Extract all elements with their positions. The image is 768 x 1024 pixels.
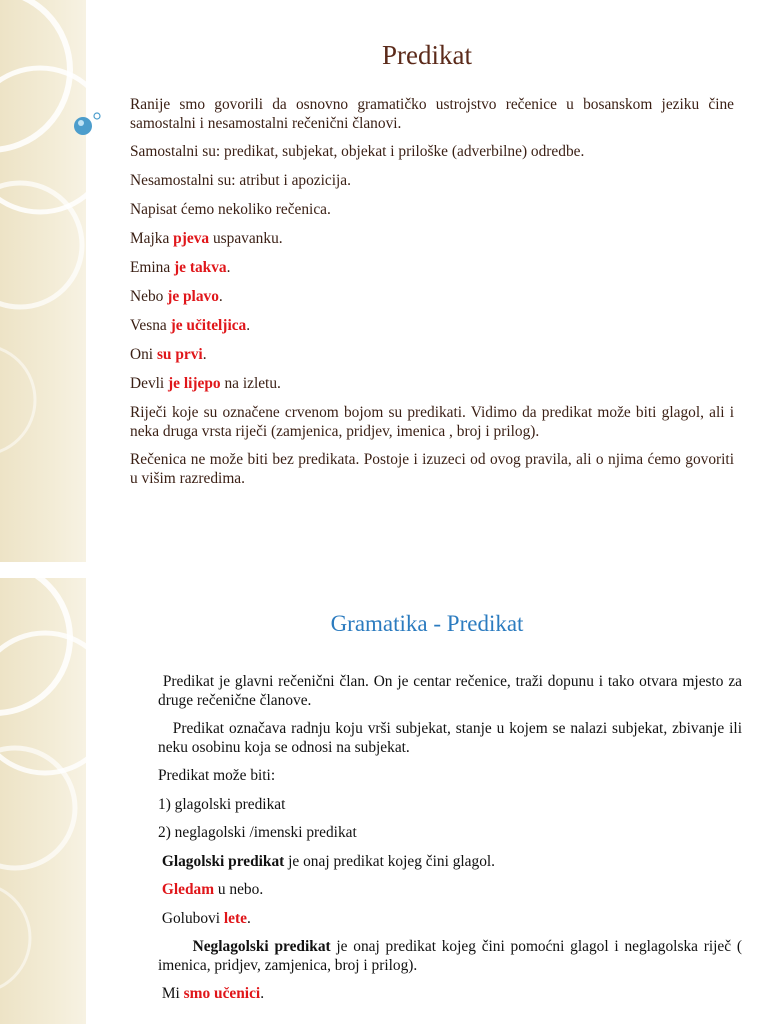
example-text: .: [226, 259, 231, 276]
paragraph-nesamostalni: Nesamostalni su: atribut i apozicija.: [130, 172, 351, 189]
paragraph-exception: Rečenica ne može biti bez predikata. Postoje i izuzeci od ovog pravila, ali o njima ćemo govoriti u višim razredima.: [130, 451, 734, 487]
predicate-highlight: smo učenici: [183, 985, 261, 1002]
slide-title: Gramatika - Predikat: [330, 611, 524, 636]
paragraph-glagolski: [158, 853, 742, 872]
example-text: Golubovi: [158, 909, 224, 927]
predicate-highlight: je plavo: [167, 288, 219, 305]
example-text: na izletu.: [220, 375, 281, 392]
example-sentence: [130, 375, 734, 394]
example-text: Oni: [130, 346, 157, 363]
decorative-sidebar: [0, 578, 86, 1024]
predicate-highlight: Gledam: [158, 881, 215, 898]
list-item: 2) neglagolski /imenski predikat: [158, 824, 357, 841]
example-text: Majka: [130, 230, 174, 247]
term-bold: Glagolski predikat: [158, 852, 285, 870]
paragraph-neglagolski: [158, 938, 746, 975]
term-definition: je onaj predikat kojeg čini pomoćni glagol i neglagolska riječ ( imenica, pridjev, zamjenica, broj i prilog).: [158, 938, 746, 974]
example-text: Emina: [130, 259, 175, 276]
example-sentence: [130, 317, 734, 336]
paragraph-napisat: Napisat ćemo nekoliko rečenica.: [130, 201, 331, 218]
example-text: .: [246, 317, 251, 334]
decorative-rings: [0, 578, 130, 1024]
blue-bullet-icon: [74, 117, 92, 135]
term-definition: je onaj predikat kojeg čini glagol.: [284, 852, 496, 870]
paragraph-meaning: Predikat označava radnju koju vrši subjekat, stanje u kojem se nalazi subjekat, zbivanje ili neku osobinu koja se odnosi na subjekat.: [158, 720, 746, 756]
example-sentence: [158, 985, 742, 1004]
paragraph-definition: Predikat je glavni rečenični član. On je centar rečenice, traži dopunu i tako otvara mjesto za druge rečenične članove.: [158, 673, 746, 709]
example-text: Mi: [158, 985, 184, 1002]
term-bold: Neglagolski predikat: [158, 938, 331, 955]
example-text: .: [260, 985, 265, 1002]
predicate-highlight: lete: [223, 909, 247, 927]
example-text: .: [218, 288, 223, 305]
example-text: .: [246, 909, 251, 927]
small-ring-icon: [94, 113, 100, 119]
example-sentence: [130, 346, 734, 365]
example-text: Vesna: [130, 317, 171, 334]
example-text: uspavanku.: [209, 230, 283, 247]
decorative-sidebar: [0, 0, 86, 562]
paragraph-explanation: Riječi koje su označene crvenom bojom su predikati. Vidimo da predikat može biti glagol, ali i neka druga vrsta riječi (zamjenica, pridjev, imenica , broj i prilog).: [130, 404, 734, 440]
example-text: .: [202, 346, 207, 363]
predicate-highlight: pjeva: [173, 230, 210, 247]
example-sentence: [158, 881, 742, 900]
example-text: Nebo: [130, 288, 168, 305]
slide-body: [130, 96, 734, 498]
example-text: u nebo.: [214, 881, 264, 898]
paragraph-samostalni: Samostalni su: predikat, subjekat, objekat i priloške (adverbilne) odredbe.: [130, 143, 585, 160]
paragraph-intro: Ranije smo govorili da osnovno gramatičko ustrojstvo rečenice u bosanskom jeziku čine samostalni i nesamostalni rečenični članovi.: [130, 96, 734, 132]
example-sentence: [130, 288, 734, 307]
slide-divider: [0, 562, 768, 578]
predicate-highlight: je lijepo: [168, 375, 221, 392]
slide-title: Predikat: [382, 40, 472, 70]
list-item: 1) glagolski predikat: [158, 795, 286, 813]
paragraph-types-heading: Predikat može biti:: [158, 767, 276, 784]
example-text: Devli: [130, 375, 169, 392]
predicate-highlight: su prvi: [156, 346, 203, 363]
example-sentence: [130, 259, 734, 278]
example-sentence: [158, 910, 742, 929]
decorative-rings: [0, 0, 130, 562]
slide-body: [158, 673, 746, 1014]
slide-2: [0, 578, 768, 1024]
predicate-highlight: je učiteljica: [170, 317, 247, 334]
example-sentence: [130, 230, 734, 249]
predicate-highlight: je takva: [174, 259, 227, 276]
